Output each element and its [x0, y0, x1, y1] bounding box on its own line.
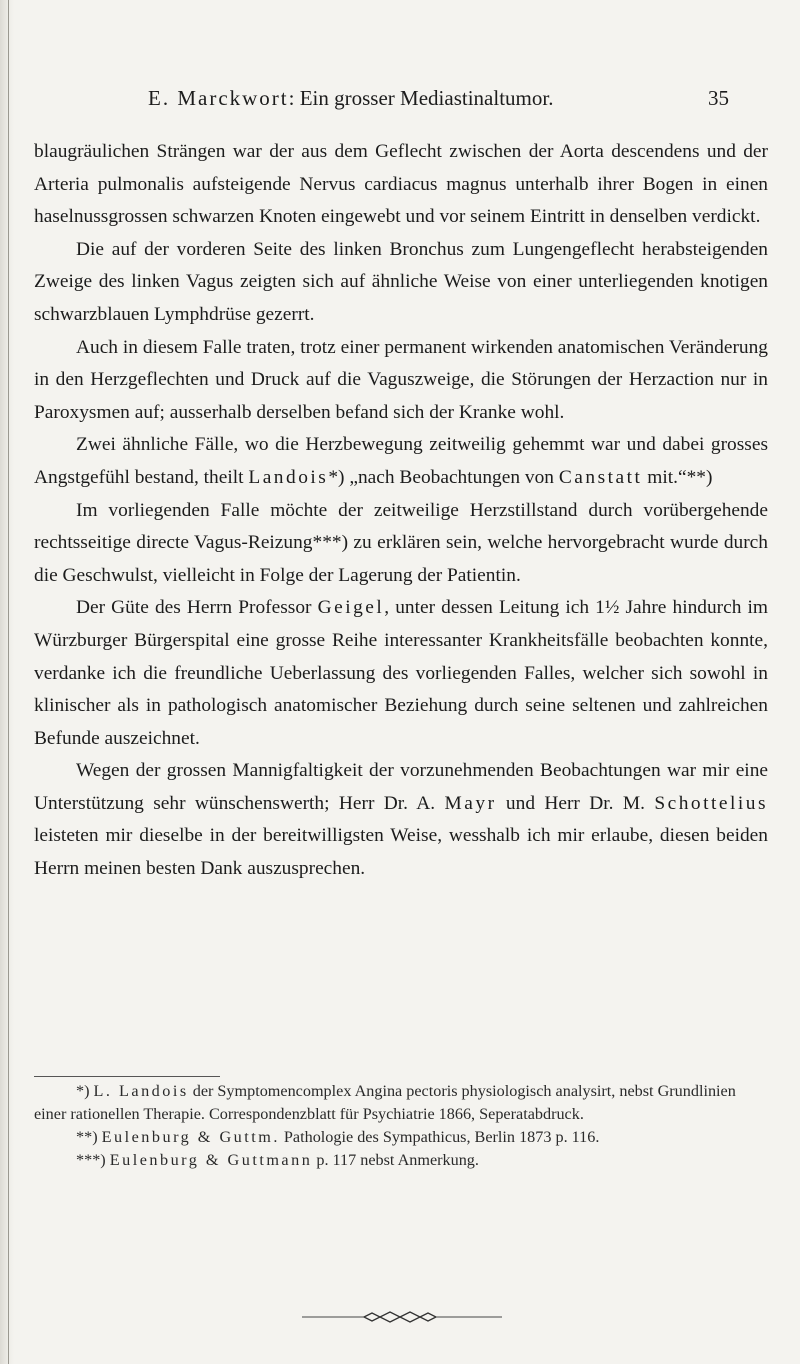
paragraph-4 [34, 429, 768, 494]
paragraph-5 [34, 495, 768, 593]
footnote-author: Eulenburg & Guttm. [101, 1128, 280, 1146]
running-header [0, 86, 800, 116]
footnote-1 [34, 1080, 768, 1126]
author-name-canstatt: Canstatt [558, 466, 643, 488]
p7-text-c: leisteten mir dieselbe in der bereitwilligsten Weise, wesshalb ich mir erlaube, diesen beiden Herrn meinen besten Dank auszusprechen. [34, 825, 768, 880]
header-author: E. Marckwort [148, 86, 289, 110]
paragraph-7 [34, 755, 768, 885]
p7-text-b: und Herr Dr. M. [505, 792, 645, 814]
p6-text-b: , unter dessen Leitung ich 1½ Jahre hindurch im Würzburger Bürgerspital eine grosse Reihe interessanter Krankheitsfälle beobachten konnte, verdanke ich die freundliche Ueberlassung des vorliegenden Falles, welcher sich sowohl in klinischer als in pathologisch anatomischer Beziehung durch seine seltenen und zahlreichen Befunde auszeichnet. [34, 597, 768, 749]
author-name-schottelius: Schottelius [654, 792, 769, 814]
p6-text-a: Der Güte des Herrn Professor [76, 597, 312, 619]
paragraph-6 [34, 592, 768, 755]
footnote-mark: **) [76, 1128, 98, 1146]
footnote-3 [34, 1149, 768, 1172]
paragraph-1: blaugräulichen Strängen war der aus dem Geflecht zwischen der Aorta descendens und der Arteria pulmonalis aufsteigende Nervus cardiacus magnus unterhalb ihrer Bogen in einen haselnussgrossen schwarzen Knoten eingewebt und vor seinem Eintritt in denselben verdickt. [34, 141, 768, 228]
paragraph-2: Die auf der vorderen Seite des linken Bronchus zum Lungengeflecht herabsteigenden Zweige des linken Vagus zeigten sich auf ähnliche Weise von einer unterliegenden knotigen schwarzblauen Lymphdrüse gezerrt. [34, 238, 768, 325]
footnote-mark: *) [76, 1082, 90, 1100]
p5-text-a: Im vorliegenden Falle möchte der zeitweilige Herzstillstand durch vorübergehende rechtsseitige directe Vagus-Reizung [34, 499, 768, 554]
p5-text-b: zu erklären sein, welche hervorgebracht wurde durch die Geschwulst, vielleicht in Folge der Lagerung der Patientin. [34, 532, 768, 586]
paragraph-3: Auch in diesem Falle traten, trotz einer permanent wirkenden anatomischen Veränderung in den Herzgeflechten und Druck auf die Vaguszweige, die Störungen der Herzaction nur in Paroxysmen auf; ausserhalb derselben befand sich der Kranke wohl. [34, 336, 768, 423]
footnote-author: L. Landois [93, 1082, 189, 1100]
footnote-rule [34, 1076, 220, 1077]
body-text [34, 136, 768, 886]
page-binding-edge [0, 0, 14, 1364]
footnote-2 [34, 1126, 768, 1149]
header-separator: : [288, 86, 295, 110]
end-ornament [302, 1310, 502, 1324]
author-name-mayr: Mayr [444, 792, 497, 814]
page-number: 35 [708, 86, 729, 110]
footnote-ref-1: *) [328, 466, 345, 488]
footnote-author: Eulenburg & Guttmann [109, 1151, 313, 1169]
footnote-text: Pathologie des Sympathicus, Berlin 1873 p. 116. [283, 1128, 600, 1146]
footnotes [34, 1080, 768, 1172]
footnote-text: der Symptomencomplex Angina pectoris physiologisch analysirt, nebst Grundlinien einer rationellen Therapie. Correspondenzblatt für Psychiatrie 1866, Seperatabdruck. [34, 1082, 736, 1123]
p7-text-a: Wegen der grossen Mannigfaltigkeit der vorzunehmenden Beobachtungen war mir eine Unterstützung sehr wünschenswerth; Herr Dr. A. [34, 760, 768, 814]
footnote-mark: ***) [76, 1151, 106, 1169]
author-name-landois: Landois [248, 466, 329, 488]
running-head [148, 86, 553, 111]
p4-text-a: Zwei ähnliche Fälle, wo die Herzbewegung zeitweilig gehemmt war und dabei grosses Angstgefühl bestand, theilt [34, 434, 768, 488]
p4-text-c: mit.“ [647, 466, 687, 488]
footnote-text: p. 117 nebst Anmerkung. [316, 1151, 479, 1169]
footnote-ref-3: ***) [312, 532, 349, 554]
author-name-geigel: Geigel [317, 597, 385, 619]
header-title: Ein grosser Mediastinaltumor. [299, 86, 554, 110]
footnote-ref-2: **) [686, 466, 713, 488]
p4-text-b: „nach Beobachtungen von [349, 466, 554, 488]
